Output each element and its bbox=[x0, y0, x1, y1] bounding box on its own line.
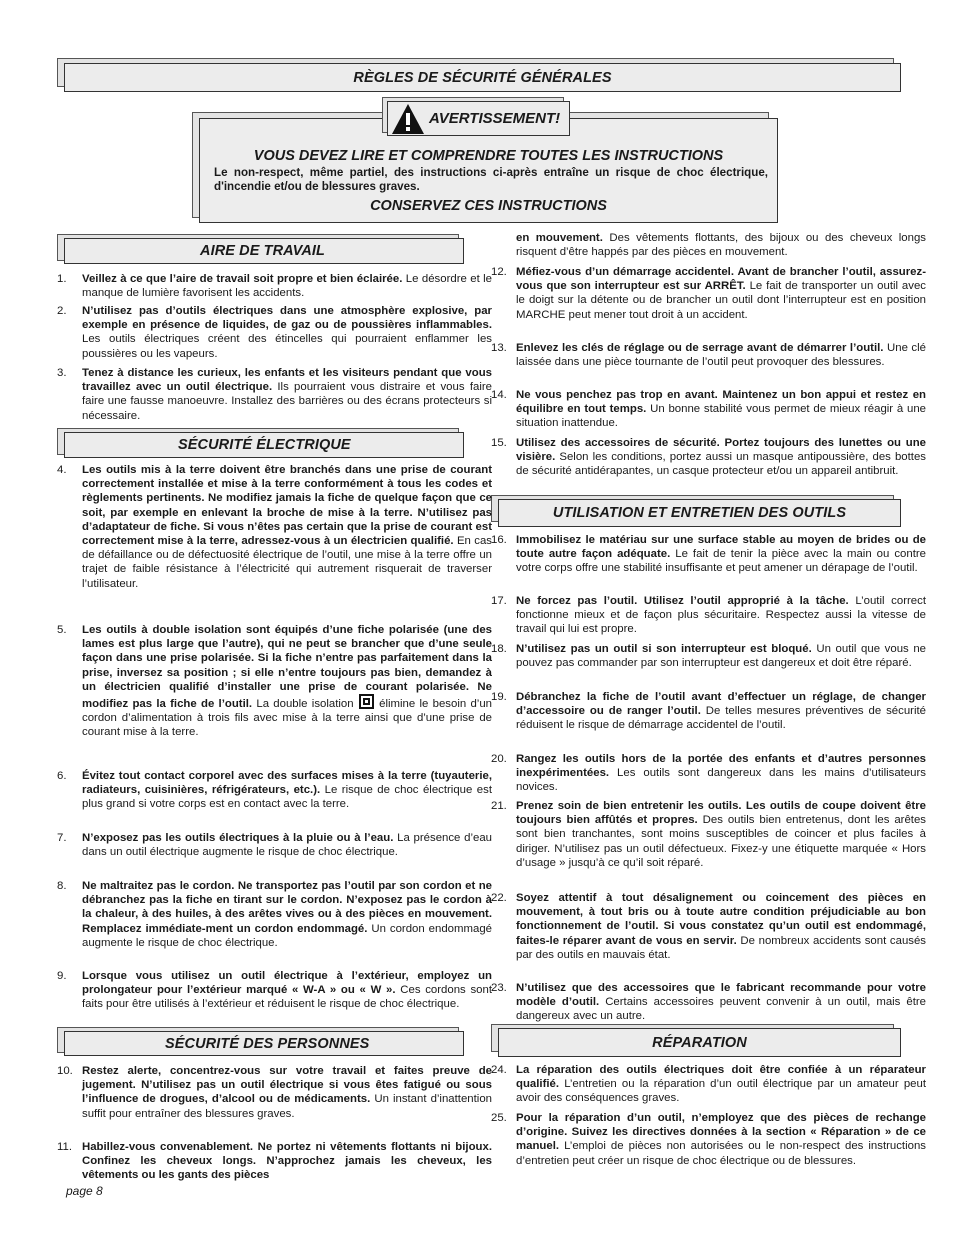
list-item: en mouvement. Des vêtements flottants, des bijoux ou des cheveux longs risquent d’être happés par des pièces en mouvement. bbox=[516, 232, 926, 259]
list-item: 24. La réparation des outils électriques doit être confiée à un réparateur qualifié. L’entretien ou la réparation d’un outil électrique par un amateur peut avoir des conséquences graves. bbox=[491, 1064, 926, 1105]
list-item: 18. N’utilisez pas un outil si son interrupteur est bloqué. Un outil que vous ne pouvez pas commander par son interrupteur est dangereux et doit être réparé. bbox=[491, 643, 927, 670]
list-item: 8. Ne maltraitez pas le cordon. Ne transportez pas l’outil par son cordon et ne débranchez pas la fiche en tirant sur le cordon. N’exposez pas le cordon à la chaleur, à des huiles, à des arêtes vives ou à des pièces en mouvement. Remplacez immédiate-ment un cordon endommagé. Un cordon endommagé augmente le risque de choc électrique. bbox=[57, 880, 492, 949]
list-item: 19. Débranchez la fiche de l’outil avant d’effectuer un réglage, de changer d’accessoire ou de ranger l’outil. De telles mesures préventives de sécurité réduisent le risque de démarrage accidentel de l’outil. bbox=[491, 691, 926, 732]
list-item: 1. Veillez à ce que l’aire de travail soit propre et bien éclairée. Le désordre et le manque de lumière favorisent les accidents. bbox=[57, 273, 492, 300]
list-item: 4. Les outils mis à la terre doivent être branchés dans une prise de courant correctement installée et mise à la terre conformément à tous les codes et règlements pertinents. Ne modifiez jamais la fiche de quelque façon que ce soit, par exemple en enlevant la broche de mise à la terre. N’utilisez pas d’adaptateur de fiche. Si vous n’êtes pas certain que la prise de courant est correctement mise à la terre, adressez-vous à un électricien qualifié. En cas de défaillance ou de défectuosité électrique de l’outil, une mise à la terre offre un trajet de faible résistance à l’électricité qui autrement risquerait de traverser l’utilisateur. bbox=[57, 464, 492, 590]
list-item: 23. N’utilisez que des accessoires que le fabricant recommande pour votre modèle d’outil. Certains accessoires peuvent convenir à un outil, mais être dangereux avec un autre. bbox=[491, 982, 926, 1023]
section-electrical bbox=[57, 428, 466, 460]
list-item: 15. Utilisez des accessoires de sécurité. Portez toujours des lunettes ou une visière. Selon les conditions, portez aussi un masque antipoussière, des bottes de sécurité antidérapantes, un casque protecteur et/ou un appareil antibruit. bbox=[491, 437, 926, 478]
section-title: SÉCURITÉ DES PERSONNES bbox=[165, 1035, 370, 1052]
section-title: UTILISATION ET ENTRETIEN DES OUTILS bbox=[552, 505, 847, 521]
list-item: 6. Évitez tout contact corporel avec des surfaces mises à la terre (tuyauterie, radiateurs, cuisinières, réfrigérateurs, etc.). Le risque de choc électrique est plus grand si votre corps est en contact avec la terre. bbox=[57, 770, 493, 811]
section-service bbox=[491, 1024, 901, 1057]
list-item: 22. Soyez attentif à tout désalignement ou coincement des pièces en mouvement, à tout bris ou à toute autre condition préjudiciable au bon fonctionnement de l’outil. Si vous constatez qu’un outil est endommagé, faites-le réparer avant de vous en servir. De nombreux accidents sont causés par des outils en mauvais état. bbox=[491, 892, 927, 961]
warning-keep: CONSERVEZ CES INSTRUCTIONS bbox=[370, 198, 607, 214]
section-tool-use bbox=[491, 495, 901, 527]
page-number: page 8 bbox=[66, 1184, 103, 1198]
list-item: 10. Restez alerte, concentrez-vous sur votre travail et faites preuve de jugement. N’utilisez pas un outil électrique si vous êtes fatigué ou sous l’influence de drogues, d’alcool ou de médicaments. Un instant d’inattention suffit pour entraîner des blessures graves. bbox=[57, 1065, 492, 1120]
warning-tab bbox=[382, 97, 570, 137]
double-insulation-icon bbox=[359, 694, 374, 709]
list-item: 7. N’exposez pas les outils électriques à la pluie ou à l’eau. La présence d’eau dans un outil électrique augmente le risque de choc électrique. bbox=[57, 832, 492, 859]
list-item: 21. Prenez soin de bien entretenir les outils. Les outils de coupe doivent être toujours bien affûtés et propres. Des outils bien entretenus, dont les arêtes sont bien tranchantes, sont moins susceptibles de coincer et plus faciles à diriger. N’utilisez pas un outil défectueux. Fixez-y une étiquette marquée « Hors d’usage » jusqu’à ce qu’il soit réparé. bbox=[491, 800, 926, 869]
main-title: RÈGLES DE SÉCURITÉ GÉNÉRALES bbox=[353, 69, 612, 86]
section-title: RÉPARATION bbox=[652, 1034, 747, 1051]
list-item: 13. Enlevez les clés de réglage ou de serrage avant de démarrer l’outil. Une clé laissée dans une pièce tournante de l’outil peut provoquer des blessures. bbox=[491, 342, 926, 369]
list-item: 14. Ne vous penchez pas trop en avant. Maintenez un bon appui et restez en équilibre en tout temps. Un bonne stabilité vous permet de mieux réagir à une situation inattendue. bbox=[491, 389, 927, 430]
warning-title: VOUS DEVEZ LIRE ET COMPRENDRE TOUTES LES INSTRUCTIONS bbox=[253, 148, 724, 164]
list-item: 12. Méfiez-vous d’un démarrage accidentel. Avant de brancher l’outil, assurez-vous que son interrupteur est sur ARRÊT. Le fait de transporter un outil avec le doigt sur la détente ou de brancher un outil dont l’interrupteur est en position MARCHE peut mener tout droit à un accident. bbox=[491, 266, 926, 321]
list-item: 25. Pour la réparation d’un outil, n’employez que des pièces de rechange d’origine. Suivez les directives données à la section « Réparation » de ce manuel. L’emploi de pièces non autorisées ou le non-respect des instructions d’entretien peut créer un risque de choc électrique ou de blessures. bbox=[491, 1112, 926, 1167]
list-item: 11. Habillez-vous convenablement. Ne portez ni vêtements flottants ni bijoux. Confinez les cheveux longs. N’approchez jamais les cheveux, les vêtements ou les gants des pièces bbox=[57, 1141, 492, 1182]
section-title: SÉCURITÉ ÉLECTRIQUE bbox=[178, 437, 351, 453]
warning-text: Le non-respect, même partiel, des instructions ci-après entraîne un risque de choc électrique, d'incendie et/ou de blessures graves. bbox=[214, 166, 768, 193]
list-item: 16. Immobilisez le matériau sur une surface stable au moyen de brides ou de toute autre façon adéquate. Le fait de tenir la pièce avec la main ou contre votre corps offre une stabilité insuffisante et peut amener un dérapage de l’outil. bbox=[491, 534, 926, 575]
warning-label: AVERTISSEMENT! bbox=[429, 110, 561, 127]
section-work-area bbox=[57, 234, 466, 266]
list-item: 2. N’utilisez pas d’outils électriques dans une atmosphère explosive, par exemple en présence de liquides, de gaz ou de poussières inflammables. Les outils électriques créent des étincelles qui pourraient enflammer les poussières ou les vapeurs. bbox=[57, 305, 492, 360]
list-item: 17. Ne forcez pas l’outil. Utilisez l’outil approprié à la tâche. L’outil correct fonctionne mieux et de façon plus sécuritaire. Respectez aussi la vitesse de travail qui lui est propre. bbox=[491, 595, 926, 636]
list-item: 5. Les outils à double isolation sont équipés d’une fiche polarisée (une des lames est plus large que l’autre), qui ne peut se brancher que d’une seule façon dans une prise polarisée. Si la fiche n’entre pas parfaitement dans la prise, inversez sa position ; si elle n’entre toujours pas bien, demandez à un électricien qualifié d’installer une prise de courant polarisée. Ne modifiez pas la fiche de l’outil. La double isolation élimine le besoin d’un cordon d’alimentation à trois fils avec mise à la terre ainsi que d’une prise de courant mise à la terre. bbox=[57, 624, 492, 739]
list-item: 3. Tenez à distance les curieux, les enfants et les visiteurs pendant que vous travaillez avec un outil électrique. Ils pourraient vous distraire et vous faire faire une fausse manoeuvre. Installez des barrières ou des écrans protecteurs si nécessaire. bbox=[57, 367, 492, 422]
warning-triangle-icon bbox=[391, 103, 425, 135]
list-item: 20. Rangez les outils hors de la portée des enfants et d’autres personnes inexpérimentées. Les outils sont dangereux dans les mains d’utilisateurs novices. bbox=[491, 753, 926, 794]
list-item: 9. Lorsque vous utilisez un outil électrique à l’extérieur, employez un prolongateur pour l’extérieur marqué « W-A » ou « W ». Ces cordons sont faits pour être utilisés à l’extérieur et réduisent le risque de choc électrique. bbox=[57, 970, 492, 1011]
section-title: AIRE DE TRAVAIL bbox=[200, 243, 326, 259]
main-header bbox=[57, 58, 901, 92]
section-personal bbox=[57, 1027, 466, 1058]
